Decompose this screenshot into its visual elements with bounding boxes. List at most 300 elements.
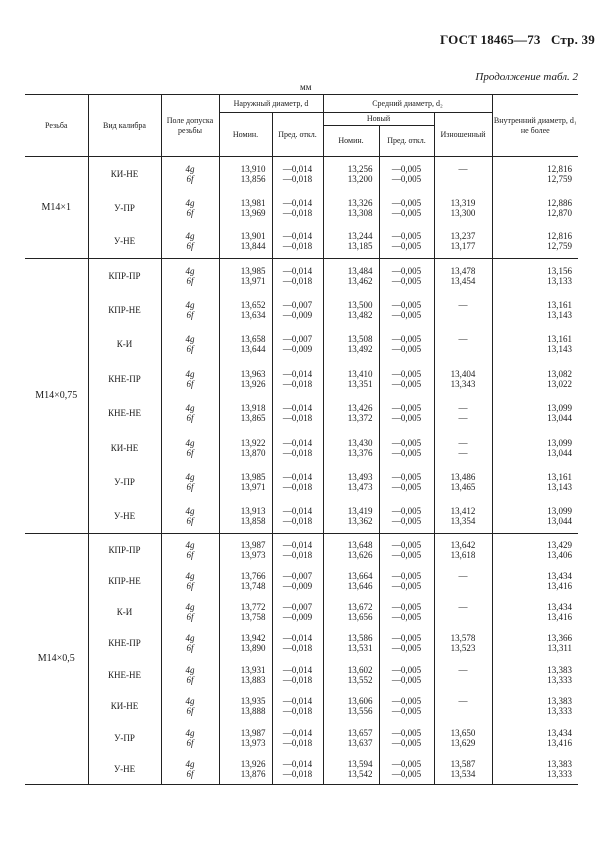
cell-d1 <box>492 722 578 753</box>
cell-d-dev <box>272 259 323 293</box>
cell-value: 13,772 <box>240 602 266 613</box>
cell-d-nom <box>219 259 272 293</box>
cell-value: 13,987 <box>240 539 266 550</box>
tolerance-value: 4g <box>185 570 195 581</box>
cell-value: 13,971 <box>240 275 266 286</box>
cell-value: 13,493 <box>347 472 373 483</box>
gauge-type: КПР-ПР <box>88 259 161 293</box>
col-gauge: Вид калибра <box>88 95 161 157</box>
cell-d2-nom <box>323 191 379 225</box>
cell-d2-nom <box>323 722 379 753</box>
cell-d-nom <box>219 293 272 327</box>
tolerance-field <box>161 327 219 361</box>
cell-value: —0,009 <box>282 310 313 321</box>
table-row <box>25 659 578 690</box>
cell-worn <box>434 596 492 627</box>
tolerance-value: 4g <box>185 300 195 311</box>
table-row <box>25 327 578 361</box>
cell-value: —0,014 <box>282 472 313 483</box>
tolerance-value: 4g <box>185 437 195 448</box>
cell-value: —0,014 <box>282 727 313 738</box>
cell-value: 13,973 <box>240 737 266 748</box>
col-pitch-diameter: Средний диаметр, d₂ <box>323 95 492 113</box>
cell-d-dev <box>272 691 323 722</box>
cell-value: —0,005 <box>391 482 422 493</box>
cell-d2-dev <box>379 596 434 627</box>
col-outer-diameter: Наружный диаметр, d <box>219 95 323 113</box>
cell-value: —0,005 <box>391 344 422 355</box>
cell-value: 13,484 <box>347 265 373 276</box>
cell-value: 13,434 <box>547 570 573 581</box>
cell-d2-dev <box>379 534 434 565</box>
cell-value: 13,606 <box>347 696 373 707</box>
tolerance-value: 4g <box>185 664 195 675</box>
cell-value: —0,007 <box>282 570 313 581</box>
cell-d-dev <box>272 362 323 396</box>
cell-value: —0,007 <box>282 300 313 311</box>
cell-worn <box>434 430 492 464</box>
cell-value: 13,430 <box>347 437 373 448</box>
cell-value: 13,429 <box>547 539 573 550</box>
cell-d-nom <box>219 534 272 565</box>
cell-value: 13,426 <box>347 403 373 414</box>
cell-value: —0,005 <box>391 539 422 550</box>
tolerance-value: 6f <box>186 378 194 389</box>
cell-value: —0,014 <box>282 403 313 414</box>
cell-value: 13,672 <box>347 602 373 613</box>
cell-value: 13,890 <box>240 643 266 654</box>
cell-value: —0,018 <box>282 737 313 748</box>
cell-d-dev <box>272 565 323 596</box>
cell-d2-dev <box>379 293 434 327</box>
cell-value: —0,014 <box>282 696 313 707</box>
cell-value: —0,018 <box>282 482 313 493</box>
cell-value: 12,870 <box>547 207 573 218</box>
cell-value: —0,018 <box>282 768 313 779</box>
cell-value <box>435 344 492 354</box>
tolerance-field <box>161 362 219 396</box>
cell-value: 13,372 <box>347 413 373 424</box>
cell-value: —0,005 <box>391 231 422 242</box>
cell-value: 13,434 <box>547 602 573 613</box>
cell-worn <box>434 753 492 784</box>
tolerance-value: 6f <box>186 173 194 184</box>
table-row <box>25 259 578 293</box>
continuation-note: Продолжение табл. 2 <box>475 71 578 83</box>
cell-value: —0,014 <box>282 265 313 276</box>
cell-d-dev <box>272 465 323 499</box>
cell-value: 12,816 <box>547 231 573 242</box>
cell-d2-nom <box>323 534 379 565</box>
cell-value: —0,005 <box>391 368 422 379</box>
cell-value: 13,308 <box>347 207 373 218</box>
cell-worn <box>434 362 492 396</box>
cell-d2-dev <box>379 565 434 596</box>
cell-value: —0,018 <box>282 643 313 654</box>
cell-d1 <box>492 628 578 659</box>
cell-value: 13,044 <box>547 413 573 424</box>
cell-value: —0,018 <box>282 706 313 717</box>
cell-value: —0,005 <box>391 334 422 345</box>
col-tolerance: Поле допуска резьбы <box>161 95 219 157</box>
cell-d-dev <box>272 659 323 690</box>
col-pitch-dev: Пред. откл. <box>379 126 434 157</box>
cell-value: 13,419 <box>347 506 373 517</box>
cell-value: 13,044 <box>547 516 573 527</box>
cell-d-nom <box>219 499 272 533</box>
cell-d2-nom <box>323 396 379 430</box>
gauge-type: У-ПР <box>88 465 161 499</box>
cell-d2-nom <box>323 691 379 722</box>
table-row <box>25 396 578 430</box>
tolerance-value: 4g <box>185 539 195 550</box>
tolerance-value: 4g <box>185 633 195 644</box>
cell-d1 <box>492 465 578 499</box>
tolerance-field <box>161 499 219 533</box>
cell-value: 13,099 <box>547 506 573 517</box>
table-header <box>25 95 578 157</box>
cell-d2-dev <box>379 753 434 784</box>
cell-value: 13,500 <box>347 300 373 311</box>
cell-value: — <box>458 300 468 311</box>
cell-value: —0,005 <box>391 506 422 517</box>
cell-d2-dev <box>379 691 434 722</box>
cell-value: —0,005 <box>391 580 422 591</box>
tolerance-field <box>161 691 219 722</box>
cell-d-nom <box>219 225 272 259</box>
tolerance-field <box>161 659 219 690</box>
cell-value: 13,648 <box>347 539 373 550</box>
cell-worn <box>434 628 492 659</box>
cell-value: —0,005 <box>391 447 422 458</box>
cell-value: 13,646 <box>347 580 373 591</box>
cell-value: 13,578 <box>450 633 476 644</box>
table-row <box>25 534 578 565</box>
table-row <box>25 691 578 722</box>
cell-value: —0,005 <box>391 727 422 738</box>
cell-value: — <box>458 447 468 458</box>
cell-value: 13,143 <box>547 482 573 493</box>
cell-value: 13,523 <box>450 643 476 654</box>
cell-d2-nom <box>323 430 379 464</box>
cell-value: —0,014 <box>282 633 313 644</box>
cell-value: —0,005 <box>391 378 422 389</box>
cell-d1 <box>492 362 578 396</box>
cell-value: — <box>458 696 468 707</box>
tolerance-field <box>161 293 219 327</box>
cell-value: —0,005 <box>391 706 422 717</box>
cell-value: 13,300 <box>450 207 476 218</box>
thread-size: М14×0,75 <box>25 259 88 534</box>
cell-d2-nom <box>323 628 379 659</box>
cell-d-dev <box>272 157 323 191</box>
cell-d1 <box>492 499 578 533</box>
cell-value: 13,161 <box>547 334 573 345</box>
cell-value: —0,005 <box>391 163 422 174</box>
cell-d2-dev <box>379 722 434 753</box>
cell-value: 13,971 <box>240 482 266 493</box>
cell-value: 13,664 <box>347 570 373 581</box>
cell-value: 13,637 <box>347 737 373 748</box>
cell-value: 12,759 <box>547 173 573 184</box>
cell-value: 13,910 <box>240 163 266 174</box>
gauge-type: КНЕ-ПР <box>88 628 161 659</box>
cell-value: 13,454 <box>450 275 476 286</box>
cell-value: 13,748 <box>240 580 266 591</box>
tolerance-value: 6f <box>186 207 194 218</box>
cell-value: —0,005 <box>391 696 422 707</box>
cell-value: 13,942 <box>240 633 266 644</box>
cell-value: 13,416 <box>547 737 573 748</box>
cell-value: 13,404 <box>450 368 476 379</box>
cell-value: 13,626 <box>347 549 373 560</box>
cell-d2-dev <box>379 157 434 191</box>
cell-value: 13,416 <box>547 580 573 591</box>
cell-value <box>435 612 492 622</box>
standard-number: ГОСТ 18465—73 <box>440 32 541 47</box>
cell-value: —0,014 <box>282 539 313 550</box>
cell-value: —0,005 <box>391 310 422 321</box>
tolerance-field <box>161 157 219 191</box>
cell-d-nom <box>219 596 272 627</box>
tolerance-field <box>161 465 219 499</box>
cell-d1 <box>492 565 578 596</box>
cell-value: 13,351 <box>347 378 373 389</box>
thread-size: М14×1 <box>25 157 88 259</box>
cell-value: 13,486 <box>450 472 476 483</box>
cell-value: 13,629 <box>450 737 476 748</box>
cell-value: — <box>458 570 468 581</box>
cell-value: —0,005 <box>391 275 422 286</box>
cell-value: 13,935 <box>240 696 266 707</box>
cell-d-nom <box>219 722 272 753</box>
cell-value: 13,362 <box>347 516 373 527</box>
cell-value: —0,005 <box>391 737 422 748</box>
cell-value: 12,886 <box>547 197 573 208</box>
cell-value: —0,018 <box>282 378 313 389</box>
tolerance-value: 6f <box>186 580 194 591</box>
cell-value: 13,177 <box>450 241 476 252</box>
cell-d1 <box>492 327 578 361</box>
cell-value: —0,005 <box>391 643 422 654</box>
table-row <box>25 628 578 659</box>
cell-value: 13,354 <box>450 516 476 527</box>
cell-d2-dev <box>379 628 434 659</box>
cell-value: 12,816 <box>547 163 573 174</box>
cell-value: —0,018 <box>282 549 313 560</box>
cell-value: 13,594 <box>347 758 373 769</box>
cell-value: —0,005 <box>391 570 422 581</box>
table-row <box>25 191 578 225</box>
cell-value: — <box>458 403 468 414</box>
cell-d2-nom <box>323 225 379 259</box>
cell-value: 13,534 <box>450 768 476 779</box>
cell-d-nom <box>219 691 272 722</box>
cell-value: —0,005 <box>391 173 422 184</box>
cell-value: 13,478 <box>450 265 476 276</box>
page-number: Стр. 39 <box>551 32 595 47</box>
table-row <box>25 293 578 327</box>
cell-value: 13,981 <box>240 197 266 208</box>
cell-value: — <box>458 664 468 675</box>
cell-value: 13,311 <box>547 643 573 654</box>
cell-value: 13,922 <box>240 437 266 448</box>
cell-value: 13,987 <box>240 727 266 738</box>
cell-value: —0,018 <box>282 241 313 252</box>
cell-worn <box>434 225 492 259</box>
tolerance-field <box>161 722 219 753</box>
cell-d2-dev <box>379 191 434 225</box>
cell-value: 13,963 <box>240 368 266 379</box>
gauge-type: КПР-НЕ <box>88 293 161 327</box>
cell-value: 13,044 <box>547 447 573 458</box>
cell-value: —0,007 <box>282 602 313 613</box>
cell-value: —0,005 <box>391 207 422 218</box>
cell-value: 13,556 <box>347 706 373 717</box>
cell-d1 <box>492 157 578 191</box>
cell-worn <box>434 659 492 690</box>
cell-d-dev <box>272 327 323 361</box>
gauge-type: У-НЕ <box>88 499 161 533</box>
gauge-type: У-ПР <box>88 722 161 753</box>
cell-value: —0,005 <box>391 472 422 483</box>
cell-value: —0,014 <box>282 197 313 208</box>
cell-value: 13,926 <box>240 758 266 769</box>
cell-d1 <box>492 430 578 464</box>
tolerance-value: 4g <box>185 758 195 769</box>
cell-value: 13,156 <box>547 265 573 276</box>
cell-value: 13,618 <box>450 549 476 560</box>
tolerance-value: 6f <box>186 241 194 252</box>
cell-d-nom <box>219 628 272 659</box>
cell-value: —0,014 <box>282 758 313 769</box>
cell-worn <box>434 722 492 753</box>
cell-value: —0,005 <box>391 602 422 613</box>
cell-value: 13,462 <box>347 275 373 286</box>
cell-value: —0,018 <box>282 674 313 685</box>
table-row <box>25 465 578 499</box>
cell-value: 13,858 <box>240 516 266 527</box>
tolerance-value: 4g <box>185 334 195 345</box>
tolerance-value: 6f <box>186 643 194 654</box>
cell-value: 13,022 <box>547 378 573 389</box>
cell-value: —0,014 <box>282 163 313 174</box>
col-new: Новый <box>323 113 434 126</box>
col-worn: Изношенный <box>434 113 492 157</box>
cell-value: — <box>458 413 468 424</box>
cell-d-nom <box>219 430 272 464</box>
cell-value: —0,005 <box>391 265 422 276</box>
gauge-type: КИ-НЕ <box>88 430 161 464</box>
col-outer-nominal: Номин. <box>219 113 272 157</box>
tolerance-field <box>161 596 219 627</box>
cell-value: 13,410 <box>347 368 373 379</box>
cell-value: 13,931 <box>240 664 266 675</box>
cell-d-dev <box>272 430 323 464</box>
table-row <box>25 362 578 396</box>
cell-d2-dev <box>379 362 434 396</box>
cell-d2-dev <box>379 499 434 533</box>
cell-value: —0,005 <box>391 612 422 623</box>
cell-d1 <box>492 534 578 565</box>
cell-value: 13,602 <box>347 664 373 675</box>
cell-value: —0,014 <box>282 506 313 517</box>
cell-d-nom <box>219 659 272 690</box>
cell-value: — <box>458 437 468 448</box>
cell-value: —0,009 <box>282 612 313 623</box>
cell-value: 13,657 <box>347 727 373 738</box>
cell-value: 13,333 <box>547 674 573 685</box>
table-row <box>25 430 578 464</box>
col-pitch-nominal: Номин. <box>323 126 379 157</box>
gauge-type: КНЕ-НЕ <box>88 396 161 430</box>
cell-worn <box>434 565 492 596</box>
cell-value: 13,143 <box>547 344 573 355</box>
cell-d1 <box>492 596 578 627</box>
unit-label: мм <box>300 82 312 92</box>
cell-value: 13,985 <box>240 265 266 276</box>
cell-value: —0,005 <box>391 300 422 311</box>
cell-d-nom <box>219 157 272 191</box>
gauge-type: КНЕ-ПР <box>88 362 161 396</box>
cell-value: 13,376 <box>347 447 373 458</box>
tolerance-value: 4g <box>185 197 195 208</box>
tolerance-field <box>161 430 219 464</box>
cell-value: 13,185 <box>347 241 373 252</box>
cell-d2-nom <box>323 293 379 327</box>
cell-value: —0,005 <box>391 413 422 424</box>
cell-d-nom <box>219 396 272 430</box>
table-row <box>25 596 578 627</box>
cell-value: 13,856 <box>240 173 266 184</box>
tolerance-field <box>161 225 219 259</box>
cell-value: 13,200 <box>347 173 373 184</box>
cell-value: 13,642 <box>450 539 476 550</box>
cell-d2-dev <box>379 659 434 690</box>
cell-value: 13,326 <box>347 197 373 208</box>
cell-value: 13,973 <box>240 549 266 560</box>
col-inner-diameter: Внутренний диаметр, d₁ не более <box>492 95 578 157</box>
tolerance-value: 4g <box>185 368 195 379</box>
cell-value: 13,876 <box>240 768 266 779</box>
cell-d1 <box>492 753 578 784</box>
cell-d-dev <box>272 293 323 327</box>
cell-d2-nom <box>323 565 379 596</box>
cell-value: 13,844 <box>240 241 266 252</box>
cell-value: 13,383 <box>547 758 573 769</box>
cell-d-nom <box>219 753 272 784</box>
cell-value: 13,161 <box>547 472 573 483</box>
cell-value: 13,099 <box>547 403 573 414</box>
cell-d-dev <box>272 596 323 627</box>
cell-d-nom <box>219 191 272 225</box>
cell-value: 13,473 <box>347 482 373 493</box>
cell-value: 13,256 <box>347 163 373 174</box>
cell-value: 13,587 <box>450 758 476 769</box>
cell-value: 13,508 <box>347 334 373 345</box>
cell-d2-dev <box>379 430 434 464</box>
cell-value: 13,658 <box>240 334 266 345</box>
cell-value: — <box>458 334 468 345</box>
tolerance-field <box>161 534 219 565</box>
tolerance-value: 6f <box>186 310 194 321</box>
cell-d1 <box>492 659 578 690</box>
cell-d1 <box>492 259 578 293</box>
gauge-type: КПР-НЕ <box>88 565 161 596</box>
cell-d-nom <box>219 327 272 361</box>
table-row <box>25 753 578 784</box>
cell-d2-nom <box>323 157 379 191</box>
